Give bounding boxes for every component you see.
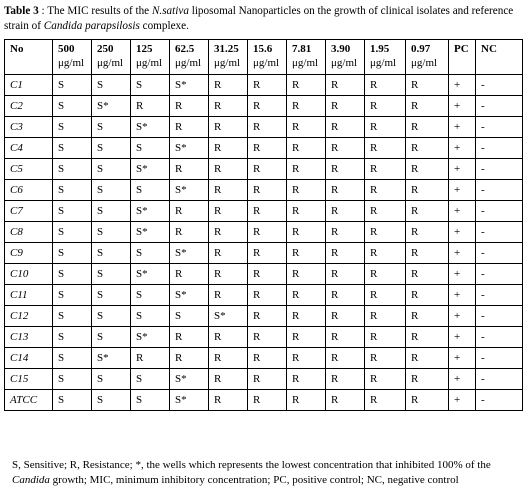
isolate-id-cell: C8 <box>5 222 53 243</box>
result-cell: S <box>92 327 131 348</box>
result-cell: R <box>248 159 287 180</box>
result-cell: - <box>476 369 523 390</box>
result-cell: R <box>326 180 365 201</box>
result-cell: R <box>365 327 406 348</box>
table-row <box>5 327 523 348</box>
result-cell: S <box>92 222 131 243</box>
result-cell: R <box>209 369 248 390</box>
result-cell: S <box>53 348 92 369</box>
result-cell: R <box>406 180 449 201</box>
result-cell: R <box>248 75 287 96</box>
column-header-value: 62.5 <box>175 43 195 55</box>
result-cell: S <box>92 264 131 285</box>
result-cell: S <box>53 96 92 117</box>
isolate-id-cell: C1 <box>5 75 53 96</box>
result-cell: R <box>209 285 248 306</box>
isolate-id-cell: C3 <box>5 117 53 138</box>
result-cell: + <box>449 117 476 138</box>
table-row <box>5 75 523 96</box>
column-header <box>131 40 170 75</box>
result-cell: R <box>209 75 248 96</box>
table-row <box>5 96 523 117</box>
result-cell: - <box>476 243 523 264</box>
caption-species: Candida parapsilosis <box>43 20 140 32</box>
result-cell: R <box>406 390 449 411</box>
result-cell: S <box>92 390 131 411</box>
column-header-value: 15.6 <box>253 43 273 55</box>
table-row <box>5 264 523 285</box>
isolate-id-cell: C12 <box>5 306 53 327</box>
column-header-unit: μg/ml <box>97 57 124 69</box>
result-cell: - <box>476 327 523 348</box>
isolate-id-cell: C6 <box>5 180 53 201</box>
result-cell: R <box>326 96 365 117</box>
result-cell: R <box>365 117 406 138</box>
result-cell: R <box>209 222 248 243</box>
result-cell: R <box>287 348 326 369</box>
result-cell: R <box>326 264 365 285</box>
result-cell: S <box>131 285 170 306</box>
caption-text: liposomal Nanoparticles on the growth of clinical isolates and reference strain of <box>4 5 514 32</box>
result-cell: R <box>365 390 406 411</box>
column-header-unit: μg/ml <box>370 57 397 69</box>
result-cell: R <box>406 159 449 180</box>
result-cell: R <box>326 285 365 306</box>
result-cell: R <box>365 138 406 159</box>
result-cell: R <box>248 306 287 327</box>
result-cell: S* <box>170 369 209 390</box>
result-cell: R <box>287 201 326 222</box>
column-header-value: 7.81 <box>292 43 312 55</box>
result-cell: R <box>131 348 170 369</box>
column-header-value: NC <box>481 43 497 55</box>
table-row <box>5 222 523 243</box>
result-cell: R <box>287 327 326 348</box>
result-cell: + <box>449 180 476 201</box>
result-cell: S <box>131 243 170 264</box>
result-cell: - <box>476 264 523 285</box>
result-cell: R <box>365 306 406 327</box>
column-header-value: No <box>10 43 24 55</box>
result-cell: S <box>92 180 131 201</box>
result-cell: - <box>476 96 523 117</box>
result-cell: R <box>209 348 248 369</box>
isolate-id-cell: C9 <box>5 243 53 264</box>
result-cell: S <box>92 159 131 180</box>
isolate-id-cell: C10 <box>5 264 53 285</box>
result-cell: - <box>476 138 523 159</box>
result-cell: R <box>406 222 449 243</box>
result-cell: R <box>170 117 209 138</box>
result-cell: S* <box>131 201 170 222</box>
column-header <box>365 40 406 75</box>
table-footnote <box>12 458 518 488</box>
column-header-unit: μg/ml <box>292 57 319 69</box>
column-header <box>406 40 449 75</box>
result-cell: R <box>365 369 406 390</box>
result-cell: R <box>287 390 326 411</box>
caption-text: : The MIC results of the <box>38 5 152 17</box>
isolate-id-cell: C13 <box>5 327 53 348</box>
result-cell: R <box>287 117 326 138</box>
result-cell: R <box>209 117 248 138</box>
result-cell: R <box>248 348 287 369</box>
result-cell: S* <box>170 180 209 201</box>
result-cell: + <box>449 348 476 369</box>
result-cell: R <box>209 138 248 159</box>
result-cell: R <box>209 159 248 180</box>
table-row <box>5 201 523 222</box>
result-cell: R <box>287 306 326 327</box>
result-cell: S <box>131 75 170 96</box>
result-cell: R <box>406 348 449 369</box>
result-cell: R <box>209 96 248 117</box>
table-row <box>5 306 523 327</box>
isolate-id-cell: C11 <box>5 285 53 306</box>
result-cell: R <box>287 369 326 390</box>
result-cell: + <box>449 327 476 348</box>
result-cell: S <box>53 264 92 285</box>
result-cell: S <box>53 243 92 264</box>
table-label: Table 3 <box>4 5 39 17</box>
result-cell: R <box>209 264 248 285</box>
result-cell: - <box>476 75 523 96</box>
result-cell: S* <box>131 327 170 348</box>
result-cell: + <box>449 222 476 243</box>
result-cell: + <box>449 369 476 390</box>
result-cell: S <box>131 180 170 201</box>
table-row <box>5 180 523 201</box>
column-header <box>287 40 326 75</box>
result-cell: R <box>326 306 365 327</box>
column-header-unit: μg/ml <box>253 57 280 69</box>
result-cell: R <box>326 390 365 411</box>
result-cell: R <box>287 75 326 96</box>
isolate-id-cell: C5 <box>5 159 53 180</box>
result-cell: - <box>476 285 523 306</box>
result-cell: S <box>92 201 131 222</box>
result-cell: R <box>326 327 365 348</box>
result-cell: R <box>365 264 406 285</box>
result-cell: + <box>449 306 476 327</box>
isolate-id-cell: C2 <box>5 96 53 117</box>
column-header <box>248 40 287 75</box>
result-cell: R <box>287 180 326 201</box>
isolate-id-cell: ATCC <box>5 390 53 411</box>
result-cell: S <box>170 306 209 327</box>
result-cell: R <box>209 180 248 201</box>
caption-text: complexe. <box>139 20 189 32</box>
result-cell: R <box>406 285 449 306</box>
result-cell: S <box>131 369 170 390</box>
result-cell: S <box>92 117 131 138</box>
result-cell: S <box>92 75 131 96</box>
result-cell: R <box>365 159 406 180</box>
table-row <box>5 117 523 138</box>
result-cell: - <box>476 159 523 180</box>
result-cell: S <box>53 159 92 180</box>
column-header <box>5 40 53 75</box>
result-cell: S <box>53 327 92 348</box>
result-cell: R <box>170 348 209 369</box>
result-cell: R <box>248 96 287 117</box>
column-header-value: PC <box>454 43 469 55</box>
result-cell: S <box>53 75 92 96</box>
result-cell: R <box>248 201 287 222</box>
table-row <box>5 390 523 411</box>
column-header-unit: μg/ml <box>411 57 438 69</box>
column-header-unit: μg/ml <box>214 57 241 69</box>
result-cell: R <box>248 222 287 243</box>
result-cell: R <box>365 180 406 201</box>
column-header-unit: μg/ml <box>58 57 85 69</box>
column-header <box>92 40 131 75</box>
isolate-id-cell: C14 <box>5 348 53 369</box>
result-cell: R <box>365 201 406 222</box>
result-cell: R <box>365 75 406 96</box>
result-cell: R <box>248 390 287 411</box>
result-cell: - <box>476 201 523 222</box>
result-cell: S* <box>170 243 209 264</box>
result-cell: S <box>53 390 92 411</box>
result-cell: R <box>326 369 365 390</box>
result-cell: + <box>449 96 476 117</box>
result-cell: S <box>92 306 131 327</box>
column-header-unit: μg/ml <box>331 57 358 69</box>
result-cell: R <box>326 159 365 180</box>
result-cell: + <box>449 285 476 306</box>
table-row <box>5 285 523 306</box>
result-cell: R <box>287 96 326 117</box>
mic-results-table <box>4 39 523 411</box>
result-cell: S <box>53 306 92 327</box>
result-cell: S <box>92 285 131 306</box>
result-cell: R <box>287 243 326 264</box>
result-cell: R <box>248 285 287 306</box>
isolate-id-cell: C7 <box>5 201 53 222</box>
column-header <box>476 40 523 75</box>
footnote-text: growth; MIC, minimum inhibitory concentration; PC, positive control; NC, negative control <box>49 474 459 486</box>
result-cell: - <box>476 180 523 201</box>
column-header-value: 1.95 <box>370 43 390 55</box>
result-cell: + <box>449 243 476 264</box>
result-cell: + <box>449 138 476 159</box>
caption-species: N.sativa <box>151 5 189 17</box>
result-cell: S* <box>92 348 131 369</box>
result-cell: S <box>131 306 170 327</box>
result-cell: S <box>131 138 170 159</box>
isolate-id-cell: C4 <box>5 138 53 159</box>
result-cell: S <box>92 243 131 264</box>
footnote-text: S, Sensitive; R, Resistance; *, the wells which represents the lowest concentration that inhibited 100% of the <box>12 459 491 471</box>
result-cell: R <box>287 264 326 285</box>
column-header-value: 0.97 <box>411 43 431 55</box>
result-cell: R <box>406 243 449 264</box>
result-cell: + <box>449 75 476 96</box>
result-cell: R <box>248 369 287 390</box>
column-header-value: 3.90 <box>331 43 351 55</box>
result-cell: R <box>406 117 449 138</box>
result-cell: R <box>170 264 209 285</box>
result-cell: R <box>170 96 209 117</box>
result-cell: R <box>326 222 365 243</box>
result-cell: R <box>209 327 248 348</box>
table-caption <box>4 4 514 34</box>
column-header-value: 250 <box>97 43 114 55</box>
result-cell: S* <box>170 390 209 411</box>
result-cell: R <box>406 327 449 348</box>
result-cell: S <box>53 369 92 390</box>
result-cell: R <box>287 159 326 180</box>
result-cell: R <box>170 327 209 348</box>
header-row <box>5 40 523 75</box>
result-cell: R <box>406 306 449 327</box>
result-cell: S* <box>131 264 170 285</box>
column-header <box>170 40 209 75</box>
column-header <box>53 40 92 75</box>
result-cell: S <box>92 138 131 159</box>
table-row <box>5 348 523 369</box>
result-cell: S* <box>131 117 170 138</box>
result-cell: + <box>449 390 476 411</box>
result-cell: R <box>326 117 365 138</box>
result-cell: - <box>476 390 523 411</box>
result-cell: - <box>476 117 523 138</box>
column-header <box>326 40 365 75</box>
result-cell: R <box>248 243 287 264</box>
result-cell: S* <box>209 306 248 327</box>
result-cell: R <box>170 201 209 222</box>
result-cell: R <box>365 222 406 243</box>
result-cell: S <box>53 285 92 306</box>
result-cell: + <box>449 201 476 222</box>
result-cell: R <box>170 159 209 180</box>
result-cell: R <box>365 243 406 264</box>
result-cell: R <box>209 243 248 264</box>
result-cell: + <box>449 159 476 180</box>
result-cell: R <box>209 201 248 222</box>
result-cell: + <box>449 264 476 285</box>
result-cell: S* <box>170 138 209 159</box>
result-cell: R <box>406 96 449 117</box>
column-header <box>209 40 248 75</box>
result-cell: R <box>326 75 365 96</box>
result-cell: R <box>406 138 449 159</box>
result-cell: R <box>209 390 248 411</box>
result-cell: - <box>476 222 523 243</box>
result-cell: S* <box>131 222 170 243</box>
result-cell: S* <box>92 96 131 117</box>
result-cell: R <box>326 243 365 264</box>
result-cell: R <box>248 327 287 348</box>
column-header-value: 31.25 <box>214 43 239 55</box>
footnote-genus: Candida <box>12 474 50 486</box>
result-cell: R <box>326 201 365 222</box>
isolate-id-cell: C15 <box>5 369 53 390</box>
result-cell: R <box>248 138 287 159</box>
result-cell: R <box>406 75 449 96</box>
result-cell: S <box>53 117 92 138</box>
result-cell: R <box>365 285 406 306</box>
result-cell: - <box>476 306 523 327</box>
result-cell: S* <box>131 159 170 180</box>
result-cell: R <box>170 222 209 243</box>
result-cell: R <box>131 96 170 117</box>
result-cell: R <box>287 285 326 306</box>
result-cell: R <box>248 264 287 285</box>
table-body <box>5 75 523 411</box>
result-cell: R <box>248 117 287 138</box>
result-cell: S <box>131 390 170 411</box>
column-header-value: 500 <box>58 43 75 55</box>
result-cell: R <box>365 348 406 369</box>
table-row <box>5 159 523 180</box>
result-cell: R <box>326 348 365 369</box>
result-cell: S <box>53 138 92 159</box>
result-cell: R <box>287 138 326 159</box>
result-cell: R <box>326 138 365 159</box>
result-cell: - <box>476 348 523 369</box>
table-row <box>5 243 523 264</box>
result-cell: S <box>53 180 92 201</box>
column-header <box>449 40 476 75</box>
result-cell: S <box>92 369 131 390</box>
result-cell: R <box>406 369 449 390</box>
column-header-unit: μg/ml <box>175 57 202 69</box>
result-cell: R <box>406 201 449 222</box>
result-cell: S <box>53 222 92 243</box>
result-cell: R <box>287 222 326 243</box>
table-row <box>5 369 523 390</box>
result-cell: R <box>365 96 406 117</box>
result-cell: S* <box>170 75 209 96</box>
result-cell: R <box>406 264 449 285</box>
column-header-value: 125 <box>136 43 153 55</box>
result-cell: S* <box>170 285 209 306</box>
column-header-unit: μg/ml <box>136 57 163 69</box>
table-header <box>5 40 523 75</box>
result-cell: S <box>53 201 92 222</box>
table-row <box>5 138 523 159</box>
result-cell: R <box>248 180 287 201</box>
